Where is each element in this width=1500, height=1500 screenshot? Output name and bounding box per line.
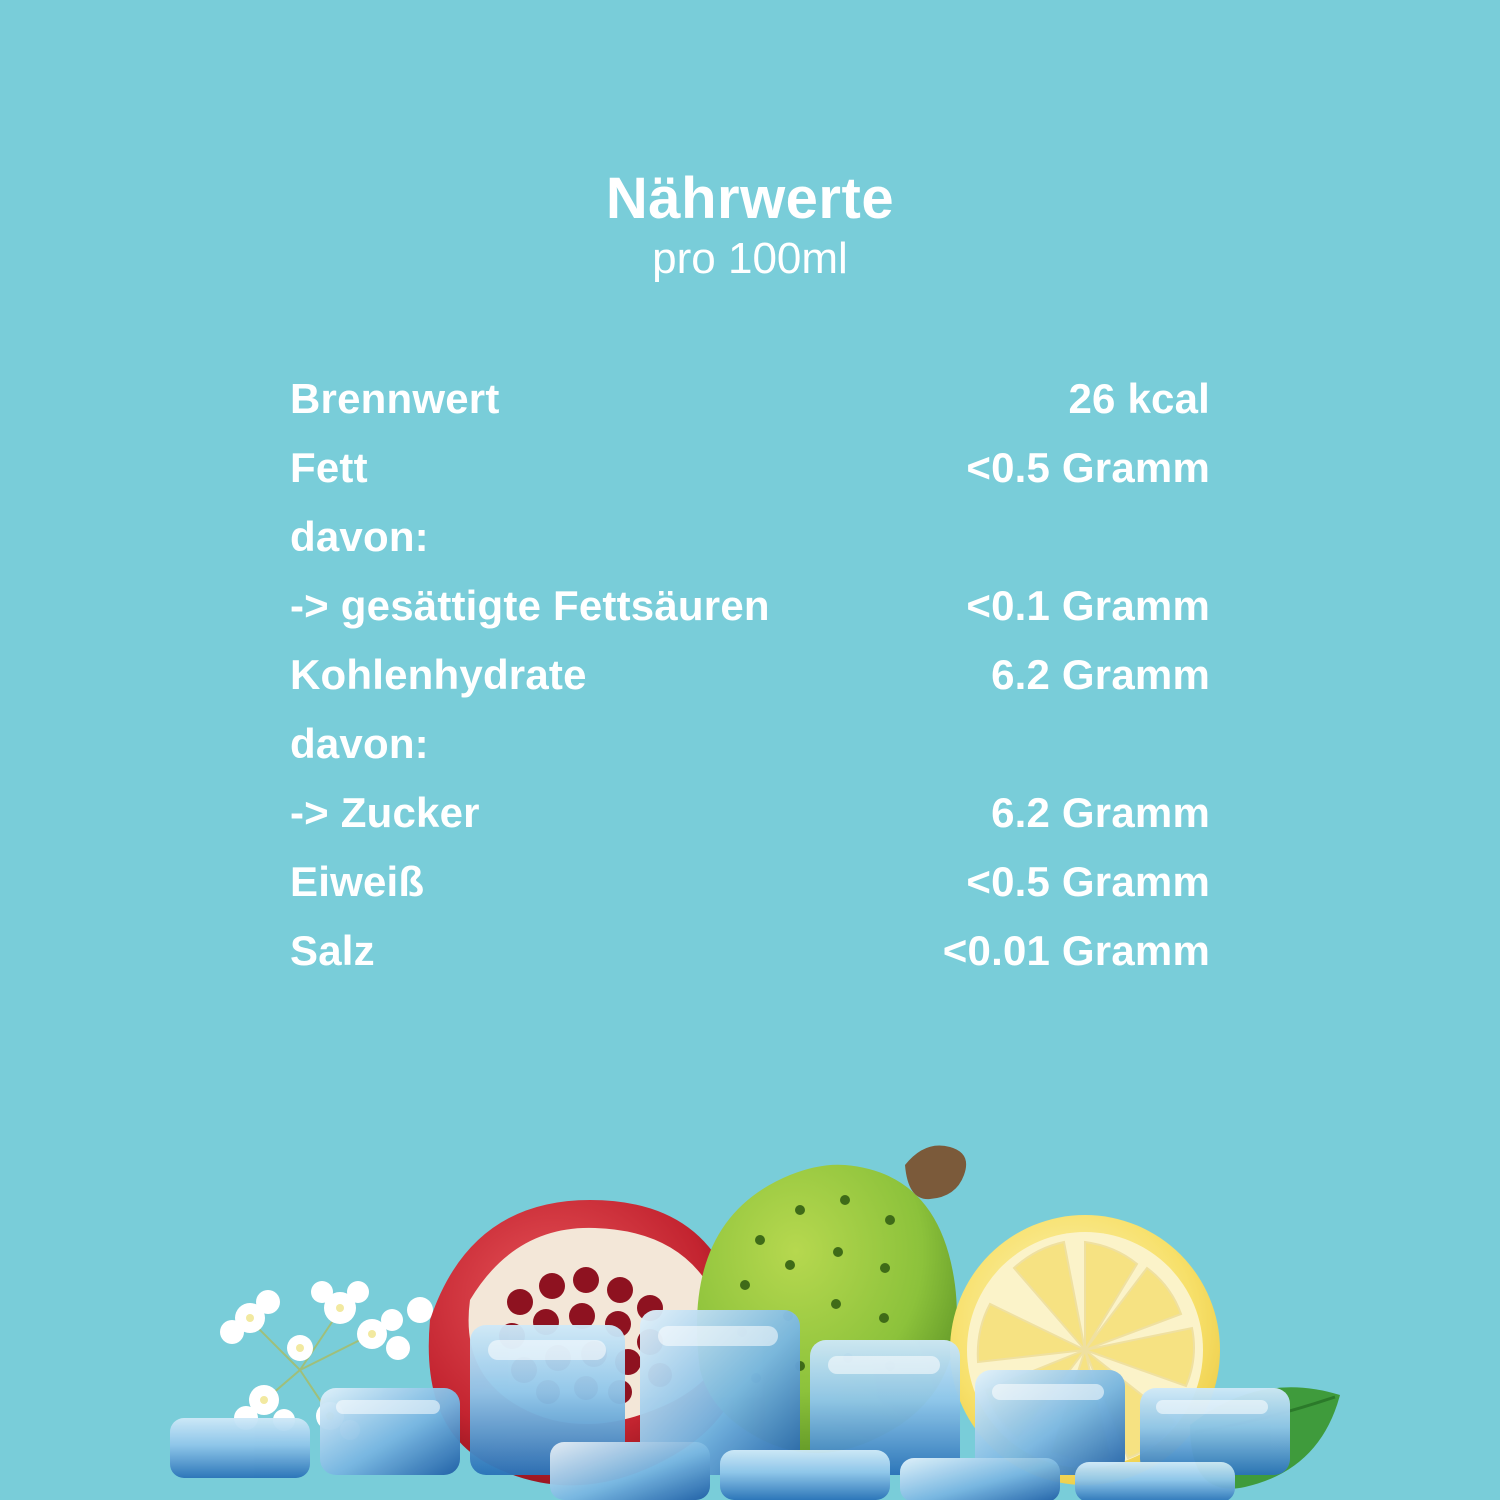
table-row [290,789,1210,858]
nutrition-table [290,375,1210,996]
nutrient-value: <0.01 Gramm [942,927,1210,974]
table-row [290,375,1210,444]
ice-cubes-icon [170,1310,1290,1500]
fruit-and-ice-illustration [0,1070,1500,1500]
nutrient-value: <0.5 Gramm [966,444,1210,491]
nutrient-label: -> gesättigte Fettsäuren [290,582,770,629]
prickly-pear-icon [697,1145,966,1453]
elderflower-blossom-icon [220,1281,450,1440]
nutrient-value: <0.1 Gramm [966,582,1210,629]
table-row [290,513,1210,582]
nutrient-value: 6.2 Gramm [991,651,1210,698]
nutrient-value: 26 kcal [1068,375,1210,422]
table-row [290,444,1210,513]
table-row [290,927,1210,996]
nutrient-label: davon: [290,720,429,767]
nutrient-label: davon: [290,513,429,560]
page-title: Nährwerte [605,166,895,231]
mint-leaf-icon [1190,1387,1340,1488]
nutrient-value: 6.2 Gramm [991,789,1210,836]
table-row [290,651,1210,720]
nutrient-label: Fett [290,444,368,491]
nutrient-value: <0.5 Gramm [966,858,1210,905]
pomegranate-half-icon [429,1200,744,1485]
page-subtitle: pro 100ml [652,234,848,284]
heading-block [0,168,1500,286]
table-row [290,858,1210,927]
nutrient-label: Kohlenhydrate [290,651,587,698]
nutrient-label: Brennwert [290,375,500,422]
nutrient-label: -> Zucker [290,789,480,836]
lemon-half-icon [950,1215,1220,1485]
nutrient-label: Eiweiß [290,858,425,905]
nutrient-label: Salz [290,927,375,974]
table-row [290,720,1210,789]
table-row [290,582,1210,651]
